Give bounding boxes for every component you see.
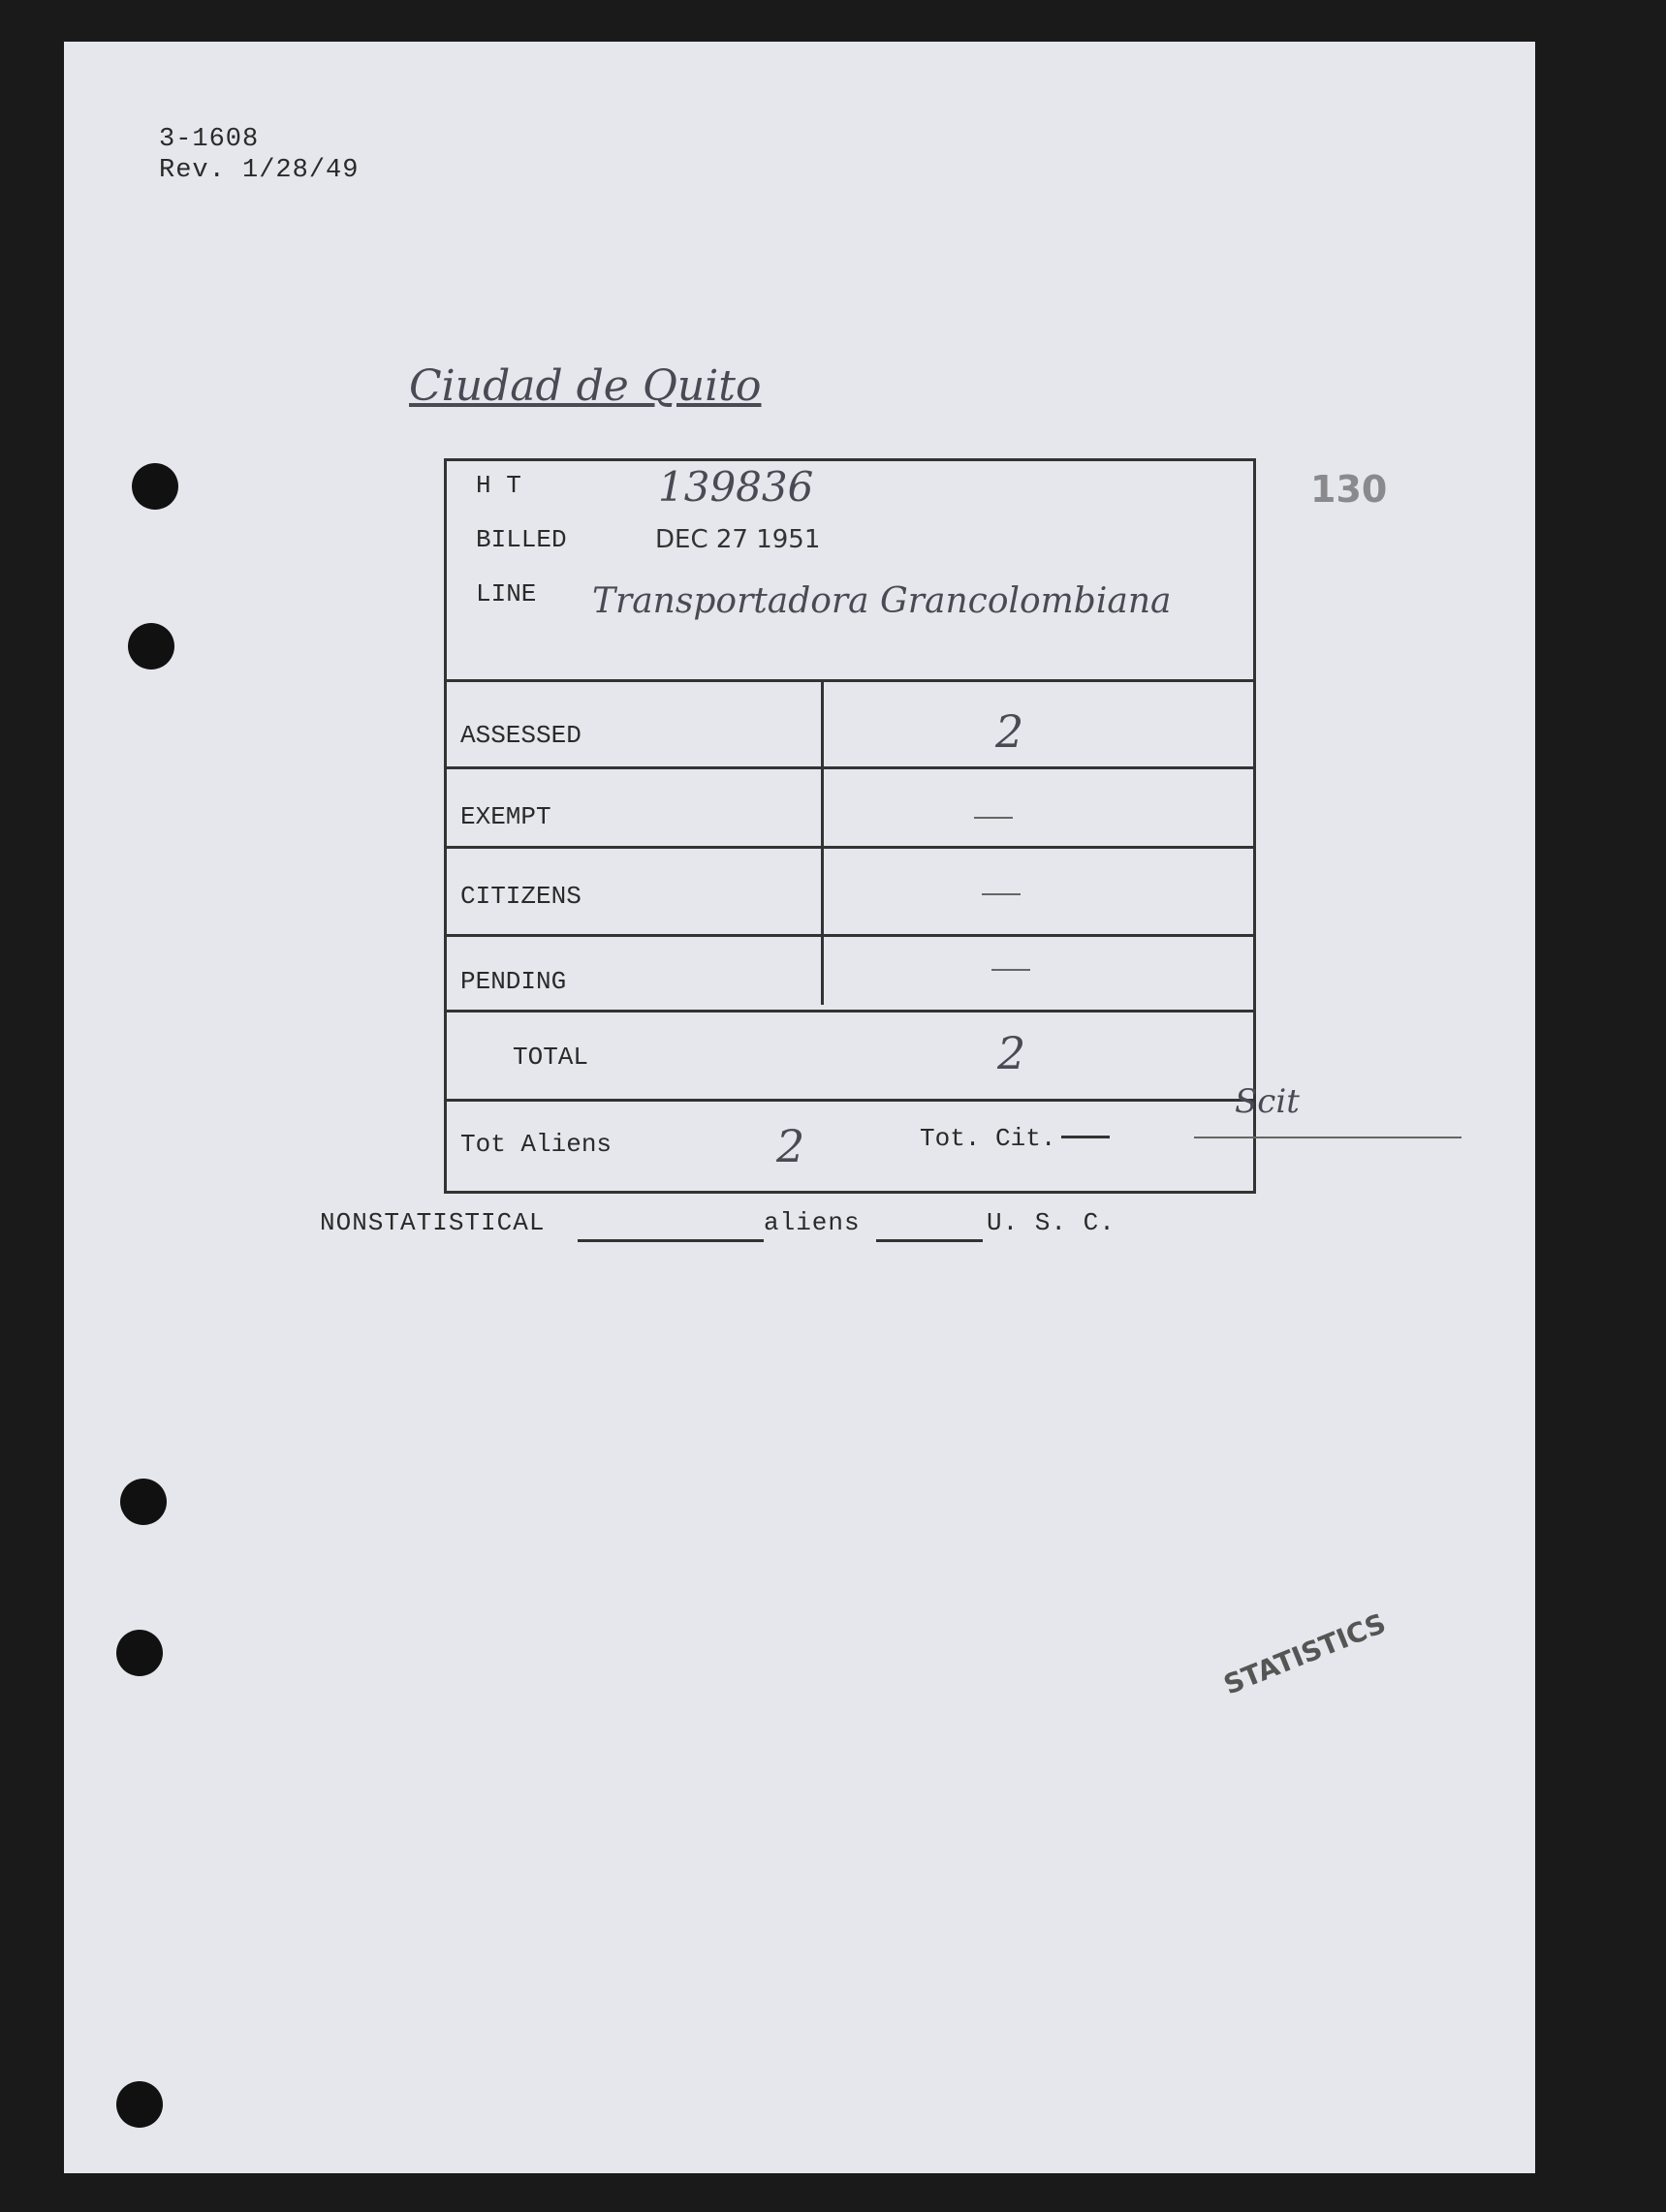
aliens-label: aliens — [764, 1208, 861, 1237]
binder-hole — [128, 623, 174, 670]
billed-label: BILLED — [476, 525, 567, 554]
vessel-name-handwritten: Ciudad de Quito — [409, 361, 762, 411]
tot-cit-label: Tot. Cit. — [920, 1124, 1056, 1153]
divider — [821, 679, 824, 1005]
divider — [447, 1099, 1253, 1102]
tot-aliens-label: Tot Aliens — [460, 1130, 613, 1159]
divider — [447, 679, 1253, 682]
pending-value — [991, 969, 1030, 971]
binder-hole — [132, 463, 178, 510]
assessed-value: 2 — [995, 705, 1024, 758]
usc-label: U. S. C. — [987, 1208, 1116, 1237]
divider — [447, 1010, 1253, 1013]
form-number: 3-1608 — [159, 125, 260, 154]
assessed-label: ASSESSED — [460, 721, 582, 750]
exempt-label: EXEMPT — [460, 802, 551, 831]
binder-hole — [120, 1479, 167, 1525]
statistics-stamp: STATISTICS — [1219, 1606, 1391, 1701]
divider — [447, 766, 1253, 769]
line-value: Transportadora Grancolombiana — [592, 581, 1172, 621]
initials-underline — [1194, 1137, 1462, 1138]
page-number-stamp: 130 — [1310, 468, 1388, 511]
binder-hole — [116, 2081, 163, 2128]
document-page — [64, 42, 1535, 2173]
citizens-label: CITIZENS — [460, 882, 582, 911]
total-value: 2 — [997, 1027, 1026, 1079]
initials-handwritten: Scit — [1235, 1082, 1300, 1121]
exempt-value — [974, 817, 1013, 819]
citizens-value — [982, 893, 1021, 895]
total-label: TOTAL — [513, 1043, 589, 1072]
nonstatistical-aliens-blank — [578, 1239, 764, 1242]
ht-label: H T — [476, 471, 521, 500]
divider — [447, 934, 1253, 937]
tot-aliens-value: 2 — [776, 1120, 805, 1172]
divider — [447, 846, 1253, 849]
ht-value: 139836 — [658, 463, 814, 511]
nonstatistical-usc-blank — [876, 1239, 983, 1242]
form-revision: Rev. 1/28/49 — [159, 156, 360, 185]
pending-label: PENDING — [460, 967, 567, 996]
line-label: LINE — [476, 579, 537, 608]
billed-date-stamp: DEC 27 1951 — [655, 525, 821, 554]
statistics-form-table — [444, 458, 1256, 1194]
binder-hole — [116, 1630, 163, 1676]
nonstatistical-label: NONSTATISTICAL — [320, 1208, 546, 1237]
tot-cit-value — [1061, 1136, 1110, 1138]
